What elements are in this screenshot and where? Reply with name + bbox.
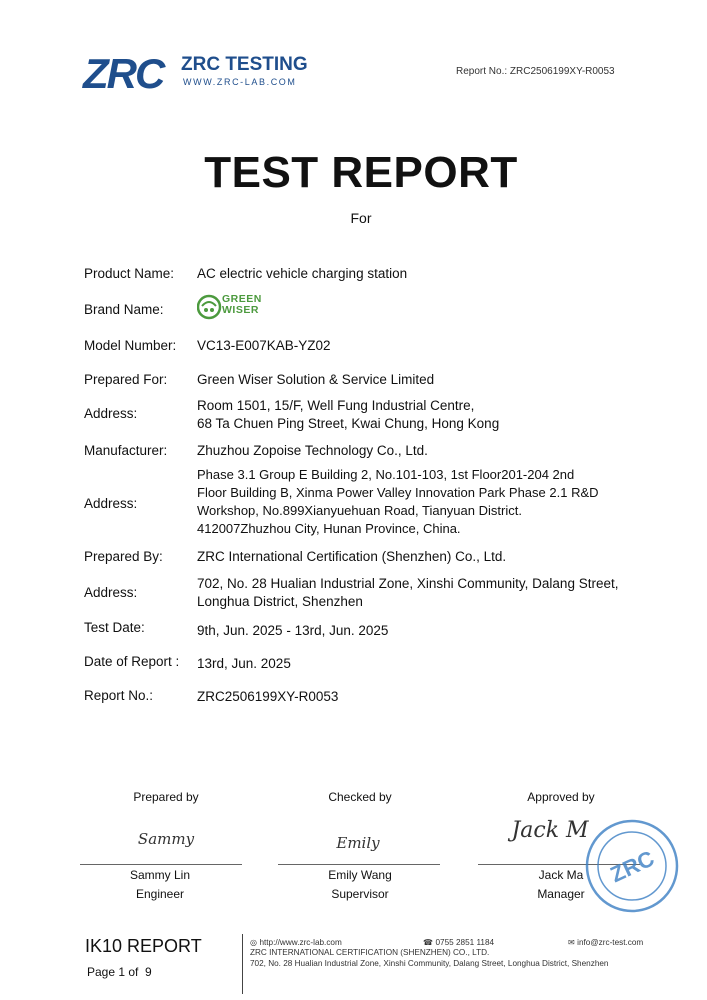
zrc-logo-letters: ZRC — [83, 50, 164, 97]
manufacturer-value: Zhuzhou Zopoise Technology Co., Ltd. — [197, 443, 428, 458]
brand-name-label: Brand Name: — [84, 302, 164, 317]
client-address-label: Address: — [84, 406, 138, 421]
prepared-signature: Sammy — [137, 830, 195, 848]
manufacturer-address-value: Phase 3.1 Group E Building 2, No.101-103, 1st Floor201-204 2nd Floor Building B, Xinma Power Valley Innovation Park Phase 2.1 R&D Workshop, No.899Xianyuehuan Road, Tianyuan District. 412007Zhuzhou City, Hunan Province, China. — [197, 467, 599, 536]
date-of-report-label: Date of Report : — [84, 654, 180, 669]
prepared-for-value: Green Wiser Solution & Service Limited — [197, 372, 435, 387]
model-number-label: Model Number: — [84, 338, 177, 353]
page-label: Page 1 of — [87, 965, 139, 979]
manufacturer-address-label: Address: — [84, 496, 138, 511]
footer-address: 702, No. 28 Hualian Industrial Zone, Xinshi Community, Dalang Street, Longhua District, Shenzhen — [250, 959, 609, 968]
product-name-label: Product Name: — [84, 266, 175, 281]
phone-icon: ☎ — [423, 938, 434, 947]
test-date-label: Test Date: — [84, 620, 145, 635]
model-number-value: VC13-E007KAB-YZ02 — [197, 338, 331, 353]
prepared-role: Engineer — [135, 887, 185, 901]
header-report-number: Report No.: ZRC2506199XY-R0053 — [456, 66, 615, 77]
footer-phone: ☎ 0755 2851 1184 — [423, 938, 495, 947]
company-seal-stamp — [584, 818, 680, 914]
checked-name: Emily Wang — [328, 868, 392, 882]
approved-name: Jack Ma — [538, 868, 584, 882]
footer-website: ◎ http://www.zrc-lab.com — [250, 938, 342, 947]
prepared-by-value: ZRC International Certification (Shenzhen) Co., Ltd. — [197, 549, 507, 564]
page-subtitle: For — [350, 210, 372, 226]
prepared-by-label: Prepared By: — [84, 549, 163, 564]
client-address-value: Room 1501, 15/F, Well Fung Industrial Centre, 68 Ta Chuen Ping Street, Kwai Chung, Hong Kong — [197, 398, 500, 431]
report-no-value: ZRC2506199XY-R0053 — [197, 689, 339, 704]
page-total: 9 — [145, 965, 152, 979]
stamp-text: ZRC — [606, 845, 658, 888]
prepared-for-label: Prepared For: — [84, 372, 168, 387]
green-wiser-logo-text: GREEN WISER — [222, 293, 262, 316]
footer-email: ✉ info@zrc-test.com — [568, 938, 644, 947]
product-name-value: AC electric vehicle charging station — [197, 266, 408, 281]
report-type: IK10 REPORT — [85, 936, 202, 956]
footer-divider — [242, 934, 243, 994]
checked-signature-line — [278, 864, 440, 865]
zrc-logo-name: ZRC TESTING — [181, 54, 308, 75]
test-date-value: 9th, Jun. 2025 - 13rd, Jun. 2025 — [197, 623, 389, 638]
footer-company: ZRC INTERNATIONAL CERTIFICATION (SHENZHEN) CO., LTD. — [250, 948, 490, 957]
globe-icon: ◎ — [250, 938, 258, 947]
approved-by-heading: Approved by — [527, 790, 595, 804]
approved-role: Manager — [537, 887, 585, 901]
manufacturer-label: Manufacturer: — [84, 443, 168, 458]
report-no-label: Report No.: — [84, 688, 154, 703]
prepared-name: Sammy Lin — [129, 868, 191, 882]
checked-by-heading: Checked by — [328, 790, 392, 804]
mail-icon: ✉ — [568, 938, 575, 947]
prepared-signature-line — [80, 864, 242, 865]
checked-role: Supervisor — [331, 887, 389, 901]
page-title: TEST REPORT — [204, 148, 518, 197]
lab-address-label: Address: — [84, 585, 138, 600]
approved-signature: Jack M — [511, 818, 589, 843]
date-of-report-value: 13rd, Jun. 2025 — [197, 656, 291, 671]
lab-address-value: 702, No. 28 Hualian Industrial Zone, Xinshi Community, Dalang Street, Longhua District, Shenzhen — [197, 576, 619, 609]
page-indicator — [87, 965, 152, 979]
checked-signature: Emily — [336, 834, 380, 852]
prepared-by-heading: Prepared by — [133, 790, 199, 804]
zrc-logo-website: WWW.ZRC-LAB.COM — [183, 77, 297, 87]
